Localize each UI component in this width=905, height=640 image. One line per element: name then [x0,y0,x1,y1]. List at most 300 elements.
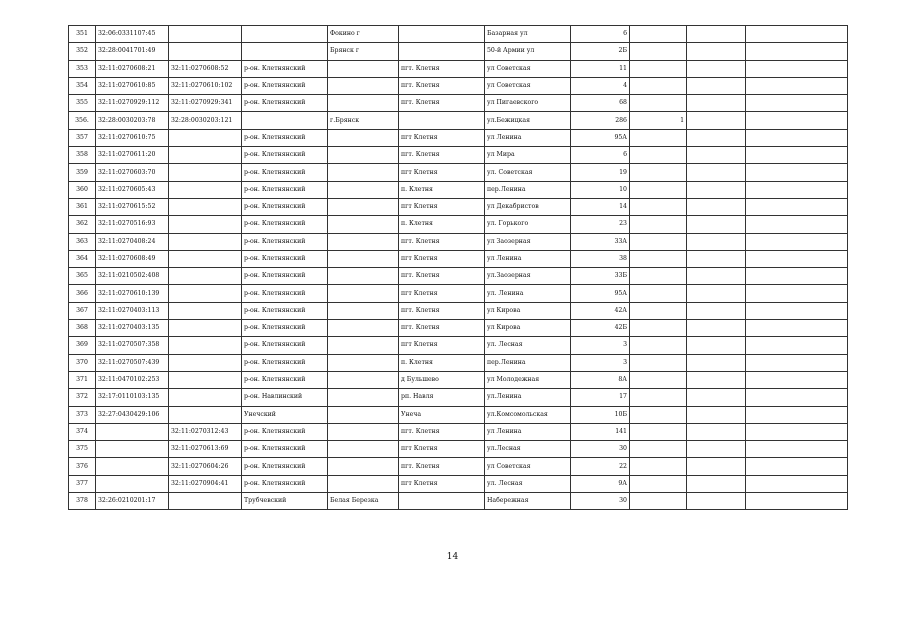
cell-count [630,441,687,458]
cell-street: ул. Ленина [485,285,571,302]
cell-locality: пгт Клетня [399,337,485,354]
cell-street: ул Ленина [485,423,571,440]
cell-house-number: 30 [571,493,630,510]
cell-cadastral-number-2 [169,406,242,423]
cell-count [630,43,687,60]
cell-row-number: 357 [69,129,96,146]
table-row [69,337,848,354]
cell-cadastral-number: 32:11:0270608:49 [96,250,169,267]
cell-cadastral-number-2: 32:11:0270929:341 [169,95,242,112]
cell-settlement [328,233,399,250]
cell-extra [687,26,746,43]
cell-house-number: 4 [571,77,630,94]
cell-cadastral-number: 32:11:0270608:21 [96,60,169,77]
cell-notes [746,181,848,198]
cell-house-number: 95А [571,285,630,302]
cell-house-number: 11 [571,60,630,77]
cell-house-number: 38 [571,250,630,267]
cell-count [630,250,687,267]
cell-house-number: 95А [571,129,630,146]
cell-district: р-он. Клетнянский [242,320,328,337]
cell-locality: д Бульшево [399,371,485,388]
table-row [69,77,848,94]
cell-locality: пгт. Клетня [399,60,485,77]
cell-notes [746,112,848,129]
cell-cadastral-number-2: 32:11:0270312:43 [169,423,242,440]
cell-house-number: 42А [571,302,630,319]
cell-extra [687,198,746,215]
cell-count [630,475,687,492]
cell-cadastral-number: 32:11:0270507:439 [96,354,169,371]
cell-count [630,389,687,406]
cell-house-number: 17 [571,389,630,406]
cell-cadastral-number: 32:11:0270610:139 [96,285,169,302]
cell-notes [746,423,848,440]
cell-notes [746,77,848,94]
cell-row-number: 352 [69,43,96,60]
cell-house-number: 33А [571,233,630,250]
cell-row-number: 359 [69,164,96,181]
cell-locality: пгт Клетня [399,164,485,181]
cell-row-number: 372 [69,389,96,406]
cell-district [242,43,328,60]
cell-row-number: 363 [69,233,96,250]
cell-count: 1 [630,112,687,129]
cell-locality: пгт Клетня [399,129,485,146]
cell-cadastral-number [96,441,169,458]
cell-locality: п. Клетня [399,181,485,198]
cell-district: р-он. Клетнянский [242,302,328,319]
cell-count [630,181,687,198]
cell-notes [746,302,848,319]
cell-row-number: 356. [69,112,96,129]
cell-locality: пгт. Клетня [399,95,485,112]
cell-row-number: 377 [69,475,96,492]
cell-cadastral-number: 32:11:0270610:85 [96,77,169,94]
table-row [69,26,848,43]
cell-settlement [328,475,399,492]
cell-row-number: 367 [69,302,96,319]
cell-notes [746,43,848,60]
cell-house-number: 9А [571,475,630,492]
cell-row-number: 368 [69,320,96,337]
cell-house-number: 14 [571,198,630,215]
cell-street: ул Мира [485,147,571,164]
cell-street: Базарная ул [485,26,571,43]
cell-street: ул Ленина [485,129,571,146]
cell-cadastral-number: 32:28:0030203:78 [96,112,169,129]
cell-notes [746,406,848,423]
cell-street: ул. Горького [485,216,571,233]
cell-notes [746,95,848,112]
cell-extra [687,389,746,406]
cell-house-number: 2Б [571,43,630,60]
table-row [69,43,848,60]
cell-cadastral-number: 32:17:0110103:135 [96,389,169,406]
cell-count [630,371,687,388]
cell-extra [687,268,746,285]
cell-cadastral-number [96,475,169,492]
cell-cadastral-number-2 [169,268,242,285]
cell-extra [687,302,746,319]
cell-extra [687,95,746,112]
cell-cadastral-number: 32:11:0210502:408 [96,268,169,285]
cell-house-number: 3 [571,337,630,354]
cell-street: ул.Бежицкая [485,112,571,129]
cell-extra [687,43,746,60]
cell-cadastral-number-2 [169,285,242,302]
cell-locality: п. Клетня [399,216,485,233]
cell-district: р-он. Клетнянский [242,441,328,458]
cell-extra [687,164,746,181]
cell-street: ул. Лесная [485,337,571,354]
cell-row-number: 365 [69,268,96,285]
cell-cadastral-number: 32:11:0270408:24 [96,233,169,250]
cell-settlement [328,302,399,319]
cell-cadastral-number-2: 32:11:0270604:26 [169,458,242,475]
cell-row-number: 364 [69,250,96,267]
cell-extra [687,60,746,77]
cell-cadastral-number-2: 32:11:0270610:102 [169,77,242,94]
cell-settlement [328,198,399,215]
table-row [69,233,848,250]
cell-street: ул Заозерная [485,233,571,250]
cell-house-number: 10Б [571,406,630,423]
cell-extra [687,475,746,492]
cell-extra [687,423,746,440]
cell-notes [746,354,848,371]
table-row [69,129,848,146]
cell-street: ул. Лесная [485,475,571,492]
cell-extra [687,371,746,388]
cell-district: Трубчевский [242,493,328,510]
cell-notes [746,268,848,285]
table-row [69,60,848,77]
cell-locality: пгт. Клетня [399,320,485,337]
cell-notes [746,371,848,388]
cell-settlement [328,216,399,233]
cell-extra [687,147,746,164]
cell-cadastral-number-2 [169,181,242,198]
cell-street: ул Советская [485,458,571,475]
cell-locality: пгт. Клетня [399,147,485,164]
cell-cadastral-number: 32:11:0270403:135 [96,320,169,337]
cell-house-number: 33Б [571,268,630,285]
cell-count [630,77,687,94]
table-row [69,164,848,181]
cell-cadastral-number [96,458,169,475]
cell-house-number: 286 [571,112,630,129]
cell-street: ул.Комсомольская [485,406,571,423]
cell-cadastral-number-2 [169,337,242,354]
cell-extra [687,77,746,94]
cell-cadastral-number: 32:28:0041701:49 [96,43,169,60]
cell-locality: пгт. Клетня [399,233,485,250]
cell-row-number: 354 [69,77,96,94]
cell-locality: пгт Клетня [399,441,485,458]
cell-settlement [328,389,399,406]
cell-extra [687,458,746,475]
cell-extra [687,216,746,233]
table-row [69,493,848,510]
cell-settlement: Фокино г [328,26,399,43]
cell-street: ул Ленина [485,250,571,267]
cell-district: р-он. Клетнянский [242,354,328,371]
cell-extra [687,337,746,354]
cell-cadastral-number-2: 32:11:0270904:41 [169,475,242,492]
cell-district: р-он. Клетнянский [242,268,328,285]
cell-locality: пгт. Клетня [399,77,485,94]
cell-row-number: 378 [69,493,96,510]
cell-district: р-он. Клетнянский [242,198,328,215]
cell-district: р-он. Клетнянский [242,458,328,475]
cell-locality: рп. Навля [399,389,485,406]
cell-cadastral-number: 32:11:0270929:112 [96,95,169,112]
cell-locality: пгт. Клетня [399,268,485,285]
cell-house-number: 6 [571,26,630,43]
cell-cadastral-number-2 [169,302,242,319]
cell-cadastral-number-2 [169,354,242,371]
cell-extra [687,493,746,510]
cell-street: ул Кирова [485,320,571,337]
cell-house-number: 8А [571,371,630,388]
page-number: 14 [446,552,459,562]
cell-count [630,423,687,440]
cell-district: р-он. Клетнянский [242,337,328,354]
cell-cadastral-number: 32:11:0270403:113 [96,302,169,319]
cell-row-number: 360 [69,181,96,198]
cell-house-number: 68 [571,95,630,112]
cell-cadastral-number-2: 32:11:0270613:69 [169,441,242,458]
cell-cadastral-number-2 [169,129,242,146]
cell-notes [746,233,848,250]
cell-count [630,337,687,354]
cell-cadastral-number: 32:11:0270507:358 [96,337,169,354]
cell-cadastral-number: 32:11:0270615:52 [96,198,169,215]
table-row [69,423,848,440]
cell-locality: пгт Клетня [399,250,485,267]
cell-cadastral-number-2: 32:11:0270608:52 [169,60,242,77]
cell-house-number: 10 [571,181,630,198]
property-register-table [68,25,848,510]
cell-row-number: 358 [69,147,96,164]
cell-count [630,129,687,146]
cell-notes [746,26,848,43]
cell-settlement [328,285,399,302]
cell-street: ул Декабристов [485,198,571,215]
cell-notes [746,337,848,354]
table-row [69,354,848,371]
cell-notes [746,320,848,337]
cell-district: р-он. Клетнянский [242,371,328,388]
cell-street: пер.Ленина [485,181,571,198]
cell-extra [687,441,746,458]
cell-notes [746,250,848,267]
cell-settlement: Белая Березка [328,493,399,510]
cell-notes [746,147,848,164]
cell-house-number: 42Б [571,320,630,337]
cell-cadastral-number-2 [169,250,242,267]
cell-settlement [328,458,399,475]
cell-row-number: 373 [69,406,96,423]
cell-district: р-он. Клетнянский [242,250,328,267]
cell-cadastral-number-2 [169,320,242,337]
cell-district: р-он. Клетнянский [242,285,328,302]
table-row [69,268,848,285]
cell-street: ул Молодежная [485,371,571,388]
cell-district: р-он. Клетнянский [242,60,328,77]
cell-cadastral-number-2: 32:28:0030203:121 [169,112,242,129]
cell-notes [746,198,848,215]
cell-house-number: 19 [571,164,630,181]
cell-settlement [328,250,399,267]
cell-settlement [328,268,399,285]
cell-street: ул.Заозерная [485,268,571,285]
cell-cadastral-number: 32:11:0270603:70 [96,164,169,181]
cell-extra [687,406,746,423]
cell-extra [687,129,746,146]
cell-street: Набережная [485,493,571,510]
cell-count [630,458,687,475]
cell-count [630,26,687,43]
table-row [69,285,848,302]
cell-row-number: 370 [69,354,96,371]
cell-locality [399,26,485,43]
cell-district: р-он. Клетнянский [242,95,328,112]
table-row [69,389,848,406]
cell-extra [687,285,746,302]
cell-settlement: г.Брянск [328,112,399,129]
cell-count [630,268,687,285]
cell-settlement [328,147,399,164]
cell-count [630,302,687,319]
cell-row-number: 366 [69,285,96,302]
cell-street: ул. Советская [485,164,571,181]
table-row [69,112,848,129]
cell-settlement [328,337,399,354]
cell-cadastral-number-2 [169,198,242,215]
cell-street: 50-й Армии ул [485,43,571,60]
cell-count [630,164,687,181]
table-row [69,371,848,388]
table-row [69,441,848,458]
cell-notes [746,389,848,406]
cell-district: р-он. Навлинский [242,389,328,406]
cell-count [630,320,687,337]
table-row [69,95,848,112]
cell-cadastral-number-2 [169,493,242,510]
cell-cadastral-number: 32:06:0331107:45 [96,26,169,43]
table-row [69,147,848,164]
cell-house-number: 6 [571,147,630,164]
cell-settlement [328,371,399,388]
cell-street: ул Кирова [485,302,571,319]
cell-settlement [328,406,399,423]
cell-house-number: 141 [571,423,630,440]
cell-count [630,147,687,164]
table-row [69,475,848,492]
cell-locality: пгт. Клетня [399,423,485,440]
cell-count [630,285,687,302]
cell-district: р-он. Клетнянский [242,423,328,440]
cell-cadastral-number-2 [169,43,242,60]
cell-district: р-он. Клетнянский [242,129,328,146]
cell-extra [687,112,746,129]
cell-cadastral-number-2 [169,26,242,43]
cell-count [630,406,687,423]
cell-row-number: 361 [69,198,96,215]
table-body [69,26,848,510]
cell-notes [746,129,848,146]
cell-cadastral-number: 32:11:0270610:75 [96,129,169,146]
table-row [69,320,848,337]
cell-notes [746,441,848,458]
table-row [69,250,848,267]
cell-settlement [328,164,399,181]
cell-notes [746,164,848,181]
cell-settlement [328,423,399,440]
cell-cadastral-number: 32:11:0270611:20 [96,147,169,164]
table-row [69,406,848,423]
cell-district: р-он. Клетнянский [242,475,328,492]
cell-district: р-он. Клетнянский [242,181,328,198]
cell-cadastral-number-2 [169,216,242,233]
cell-cadastral-number-2 [169,389,242,406]
cell-settlement [328,354,399,371]
cell-notes [746,493,848,510]
cell-count [630,233,687,250]
cell-row-number: 376 [69,458,96,475]
cell-row-number: 375 [69,441,96,458]
cell-house-number: 30 [571,441,630,458]
cell-cadastral-number: 32:26:0210201:17 [96,493,169,510]
cell-street: ул.Лесная [485,441,571,458]
cell-locality: пгт Клетня [399,285,485,302]
cell-settlement [328,95,399,112]
cell-settlement: Брянск г [328,43,399,60]
table-row [69,198,848,215]
cell-extra [687,233,746,250]
cell-cadastral-number-2 [169,233,242,250]
cell-locality: пгт. Клетня [399,302,485,319]
cell-row-number: 369 [69,337,96,354]
cell-locality: п. Клетня [399,354,485,371]
cell-count [630,493,687,510]
cell-locality: пгт. Клетня [399,458,485,475]
cell-locality: Унеча [399,406,485,423]
table-row [69,302,848,319]
cell-locality: пгт Клетня [399,198,485,215]
cell-street: ул Советская [485,60,571,77]
cell-settlement [328,60,399,77]
cell-row-number: 371 [69,371,96,388]
cell-count [630,354,687,371]
cell-district: р-он. Клетнянский [242,233,328,250]
cell-district: р-он. Клетнянский [242,77,328,94]
cell-count [630,216,687,233]
cell-cadastral-number-2 [169,147,242,164]
cell-district: Унечский [242,406,328,423]
cell-cadastral-number-2 [169,164,242,181]
table-row [69,458,848,475]
cell-count [630,198,687,215]
cell-locality [399,43,485,60]
cell-notes [746,475,848,492]
cell-district: р-он. Клетнянский [242,216,328,233]
cell-house-number: 3 [571,354,630,371]
cell-notes [746,216,848,233]
cell-extra [687,320,746,337]
